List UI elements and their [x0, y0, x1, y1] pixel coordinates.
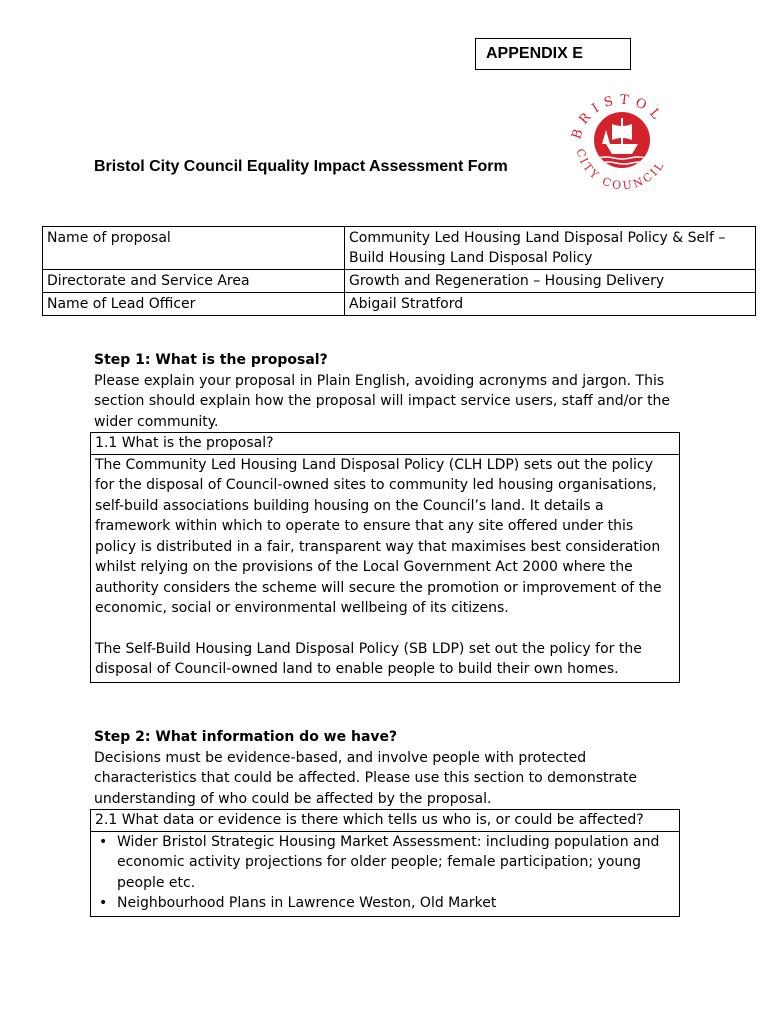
- step2-intro: Decisions must be evidence-based, and involve people with protected characteristics that could be affected. Please use this section to demonstrate understanding of who could be affected by the proposal.: [94, 749, 637, 807]
- step1-intro: Please explain your proposal in Plain English, avoiding acronyms and jargon. This section should explain how the proposal will impact service users, staff and/or the wider community.: [94, 372, 671, 430]
- page-title: Bristol City Council Equality Impact Assessment Form: [94, 158, 508, 175]
- bristol-city-council-logo: [566, 84, 678, 196]
- table-row: [43, 227, 756, 270]
- table-row: [43, 293, 756, 316]
- evidence-list: [95, 832, 675, 914]
- table-row: [43, 270, 756, 293]
- step2-box: [90, 809, 680, 917]
- ship-emblem-icon: [594, 112, 650, 168]
- appendix-label: APPENDIX E: [475, 38, 631, 70]
- step1-section: [94, 350, 684, 683]
- list-item: • Neighbourhood Plans in Lawrence Weston, Old Market: [95, 893, 675, 914]
- logo-top-text: BRISTOL: [569, 92, 668, 142]
- step2-section: [94, 727, 684, 917]
- list-item: • Wider Bristol Strategic Housing Market Assessment: including population and economic activity projections for older people; female participation; young people etc.: [95, 832, 675, 894]
- proposal-info-table: [42, 226, 756, 316]
- step2-heading: Step 2: What information do we have?: [94, 729, 398, 745]
- step1-paragraph: The Community Led Housing Land Disposal Policy (CLH LDP) sets out the policy for the disposal of Council-owned sites to community led housing organisations, self-build associations building housing on the Council’s land. It details a framework within which to operate to ensure that any site offered under this policy is distributed in a fair, transparent way that maximises best consideration whilst relying on the provisions of the Local Government Act 2000 where the authority considers the scheme will secure the promotion or improvement of the economic, social or environmental wellbeing of its citizens.: [95, 456, 662, 616]
- info-value: Abigail Stratford: [345, 293, 756, 316]
- info-value: Growth and Regeneration – Housing Delivery: [345, 270, 756, 293]
- step1-paragraph: The Self-Build Housing Land Disposal Policy (SB LDP) set out the policy for the disposal of Council-owned land to enable people to build their own homes.: [95, 640, 642, 677]
- logo-bottom-text: CITY COUNCIL: [573, 147, 668, 193]
- info-label: Directorate and Service Area: [43, 270, 345, 293]
- info-label: Name of Lead Officer: [43, 293, 345, 316]
- info-label: Name of proposal: [43, 227, 345, 270]
- step1-heading: Step 1: What is the proposal?: [94, 352, 328, 368]
- step1-box: [90, 432, 680, 683]
- step1-box-heading: 1.1 What is the proposal?: [91, 433, 679, 455]
- info-value: Community Led Housing Land Disposal Policy & Self –Build Housing Land Disposal Policy: [345, 227, 756, 270]
- step2-box-heading: 2.1 What data or evidence is there which tells us who is, or could be affected?: [91, 810, 679, 832]
